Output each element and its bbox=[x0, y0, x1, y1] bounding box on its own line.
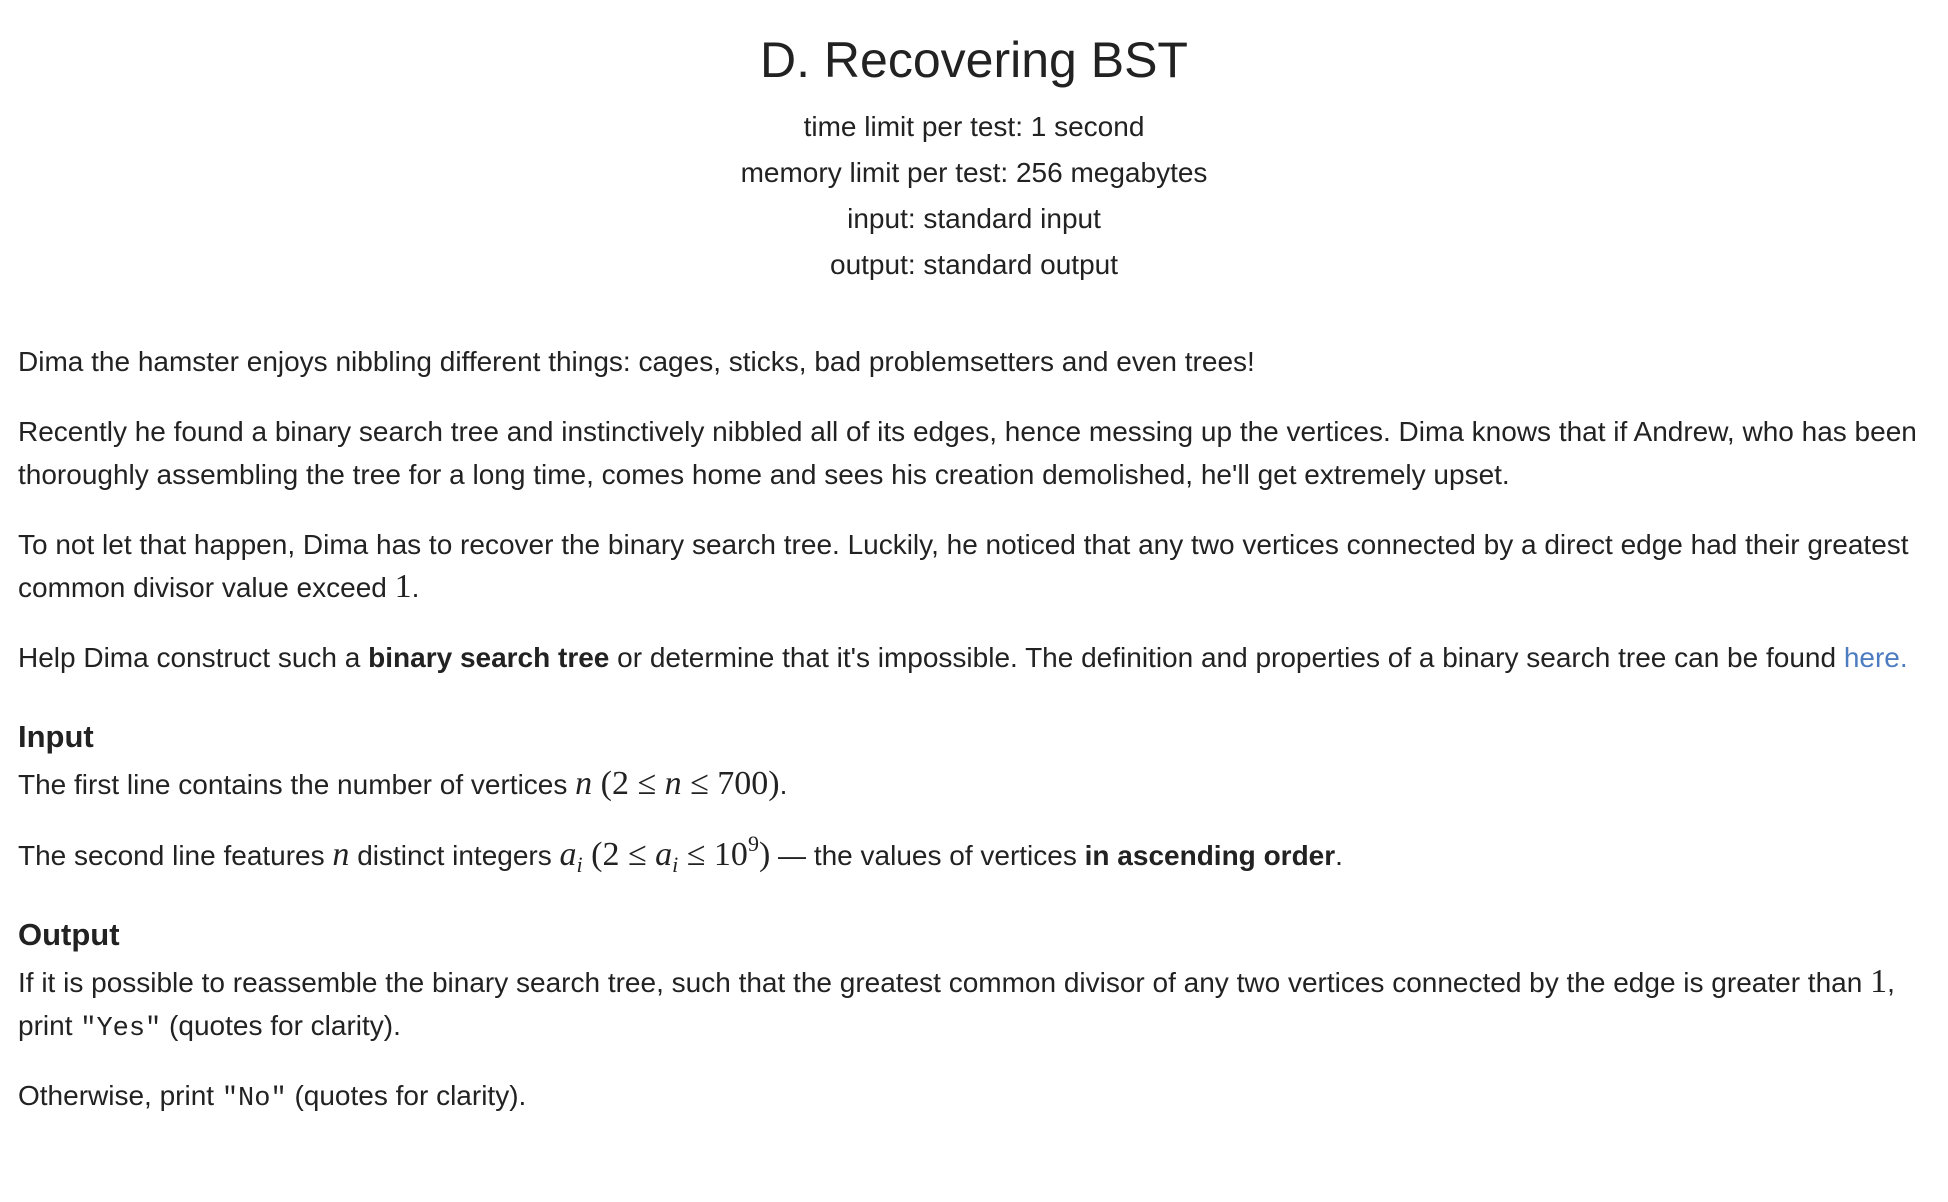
output-paragraph-1 bbox=[18, 961, 1930, 1047]
output-p1-text: If it is possible to reassemble the binary search tree, such that the greatest common divisor of any two vertices connected by the edge is greater than bbox=[18, 967, 1871, 998]
math-a-range-open: (2 ≤ bbox=[582, 836, 656, 873]
math-one-2: 1 bbox=[1870, 963, 1888, 1000]
math-sub-i: i bbox=[576, 852, 583, 877]
math-a-range-upper: ≤ 10 bbox=[678, 836, 748, 873]
output-spec: output: standard output bbox=[830, 249, 1118, 280]
paragraph-4-text: Help Dima construct such a bbox=[18, 642, 369, 673]
paragraph-3 bbox=[18, 523, 1930, 609]
problem-header bbox=[0, 0, 1948, 288]
paragraph-3-text: To not let that happen, Dima has to recover the binary search tree. Luckily, he noticed that any two vertices connected by a direct edge had their greatest common divisor value exceed bbox=[18, 529, 1909, 603]
input-p1-text: The first line contains the number of vertices bbox=[18, 769, 576, 800]
code-no: "No" bbox=[221, 1084, 287, 1114]
math-var-n: n bbox=[575, 765, 593, 802]
math-var-n-3: n bbox=[332, 836, 350, 873]
output-p1-text-3: (quotes for clarity). bbox=[161, 1010, 401, 1041]
output-paragraph-2 bbox=[18, 1074, 1930, 1117]
paragraph-4 bbox=[18, 636, 1930, 679]
math-var-a-2: a bbox=[655, 836, 673, 873]
paragraph-1: Dima the hamster enjoys nibbling different things: cages, sticks, bad problemsetters and even trees! bbox=[18, 346, 1255, 377]
output-section-heading: Output bbox=[18, 917, 120, 952]
input-p2-text: The second line features bbox=[18, 840, 333, 871]
problem-limits bbox=[0, 104, 1948, 288]
problem-title: D. Recovering BST bbox=[760, 32, 1188, 88]
input-p2-dash: — bbox=[770, 840, 814, 871]
output-p2-text: Otherwise, print bbox=[18, 1080, 222, 1111]
code-yes: "Yes" bbox=[80, 1014, 162, 1044]
output-p2-text-2: (quotes for clarity). bbox=[286, 1080, 527, 1111]
input-spec: input: standard input bbox=[847, 203, 1101, 234]
bold-binary-search-tree: binary search tree bbox=[368, 642, 610, 673]
input-section-heading: Input bbox=[18, 719, 94, 754]
math-n-range-close: ≤ 700) bbox=[681, 765, 780, 802]
input-paragraph-2 bbox=[18, 833, 1930, 877]
paragraph-3-period: . bbox=[411, 572, 420, 603]
paragraph-2: Recently he found a binary search tree and instinctively nibbled all of its edges, hence messing up the vertices. Dima knows that if Andrew, who has been thoroughly assembling the tree for a long time, comes home and sees his creation demolished, he'll get extremely upset. bbox=[18, 416, 1917, 490]
math-sup-9: 9 bbox=[747, 831, 759, 856]
math-var-n-2: n bbox=[664, 765, 682, 802]
bold-in-ascending-order: in ascending order bbox=[1084, 840, 1336, 871]
statement-body bbox=[0, 340, 1948, 1117]
memory-limit: memory limit per test: 256 megabytes bbox=[740, 157, 1208, 188]
math-a-range-close: ) bbox=[758, 836, 771, 873]
math-sub-i-2: i bbox=[672, 852, 679, 877]
input-p2-period: . bbox=[1335, 840, 1343, 871]
math-n-range-open: (2 ≤ bbox=[592, 765, 665, 802]
math-one: 1 bbox=[394, 568, 412, 605]
input-paragraph-1 bbox=[18, 763, 1930, 806]
math-var-a: a bbox=[559, 836, 577, 873]
output-p1-text-2: , print bbox=[18, 967, 1895, 1041]
time-limit: time limit per test: 1 second bbox=[803, 111, 1145, 142]
input-p2-text-2: distinct integers bbox=[349, 840, 560, 871]
input-p1-period: . bbox=[779, 769, 788, 800]
bst-definition-link[interactable]: here. bbox=[1843, 642, 1908, 673]
paragraph-4-text-2: or determine that it's impossible. The definition and properties of a binary search tree can be found bbox=[609, 642, 1844, 673]
input-p2-text-3: the values of vertices bbox=[813, 840, 1085, 871]
